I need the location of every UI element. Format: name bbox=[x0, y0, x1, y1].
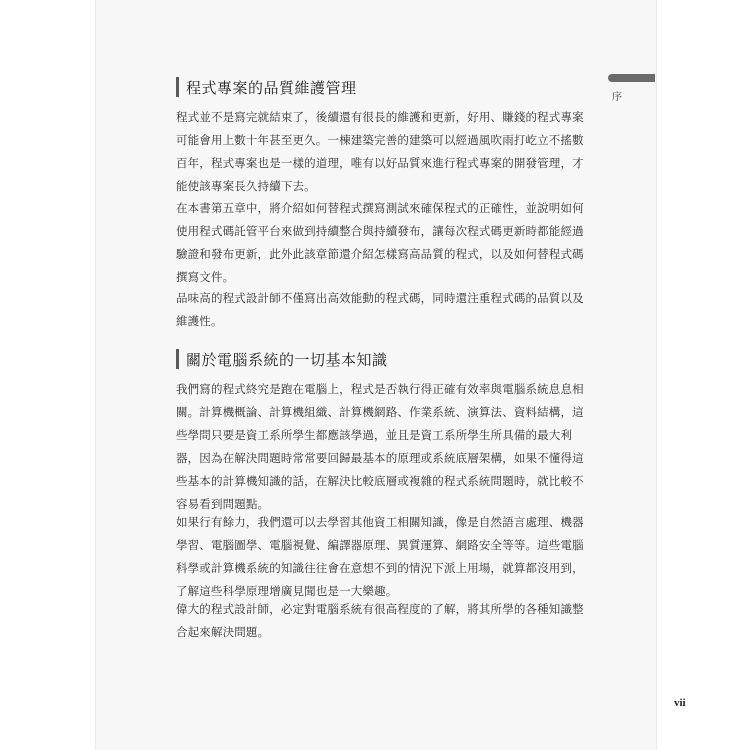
page-number: vii bbox=[674, 697, 686, 709]
paragraph bbox=[176, 378, 594, 516]
heading-bar bbox=[176, 77, 179, 97]
text-line: 了解這些科學原理增廣見聞也是一大樂趣。 bbox=[176, 584, 398, 598]
heading-bar bbox=[176, 349, 179, 369]
text-line: 程式並不是寫完就結束了，後續還有很長的維護和更新，好用、賺錢的程式專案 bbox=[176, 110, 584, 124]
text-line: 器，因為在解決問題時常常要回歸最基本的原理或系統底層架構，如果不懂得這 bbox=[176, 451, 584, 465]
text-line: 使用程式碼託管平台來做到持續整合與持續發布，讓每次程式碼更新時都能經過 bbox=[176, 224, 584, 238]
text-line: 容易看到問題點。 bbox=[176, 497, 270, 511]
text-line: 品味高的程式設計師不僅寫出高效能動的程式碼，同時還注重程式碼的品質以及 bbox=[176, 291, 584, 305]
section-heading-computer-systems bbox=[176, 348, 388, 370]
paragraph bbox=[176, 197, 594, 289]
chapter-tab-label: 序 bbox=[612, 92, 622, 103]
text-line: 如果行有餘力，我們還可以去學習其他資工相關知識，像是自然語言處理、機器 bbox=[176, 515, 584, 529]
text-line: 我們寫的程式終究是跑在電腦上，程式是否執行得正確有效率與電腦系統息息相 bbox=[176, 382, 584, 396]
section-title: 程式專案的品質維護管理 bbox=[186, 78, 357, 97]
paragraph bbox=[176, 598, 594, 644]
text-line: 些學問只要是資工系所學生都應該學過，並且是資工系所學生所具備的最大利 bbox=[176, 428, 573, 442]
text-line: 學習、電腦圖學、電腦視覺、編譯器原理、異質運算、網路安全等等。這些電腦 bbox=[176, 538, 584, 552]
text-line: 些基本的計算機知識的話，在解決比較底層或複雜的程式系統問題時，就比較不 bbox=[176, 474, 584, 488]
text-line: 百年，程式專案也是一樣的道理，唯有以好品質來進行程式專案的開發管理，才 bbox=[176, 156, 584, 170]
text-line: 驗證和發布更新，此外此該章節還介紹怎樣寫高品質的程式，以及如何替程式碼 bbox=[176, 247, 584, 261]
paragraph bbox=[176, 511, 594, 603]
chapter-tab-marker bbox=[608, 74, 655, 82]
text-line: 能使該專案長久持續下去。 bbox=[176, 179, 316, 193]
book-page bbox=[96, 0, 686, 750]
text-line: 偉大的程式設計師，必定對電腦系統有很高程度的了解，將其所學的各種知識整 bbox=[176, 602, 584, 616]
paragraph bbox=[176, 106, 594, 198]
text-line: 關。計算機概論、計算機組織、計算機網路、作業系統、演算法、資料結構，這 bbox=[176, 405, 584, 419]
section-heading-quality bbox=[176, 76, 357, 98]
text-line: 撰寫文件。 bbox=[176, 270, 235, 284]
text-line: 維護性。 bbox=[176, 314, 223, 328]
text-line: 在本書第五章中，將介紹如何替程式撰寫測試來確保程式的正確性，並說明如何 bbox=[176, 201, 584, 215]
text-line: 科學或計算機系統的知識往往會在意想不到的情況下派上用場，就算都沒用到， bbox=[176, 561, 584, 575]
text-line: 可能會用上數十年甚至更久。一棟建築完善的建築可以經過風吹雨打屹立不搖數 bbox=[176, 133, 584, 147]
paragraph bbox=[176, 287, 594, 333]
section-title: 關於電腦系統的一切基本知識 bbox=[186, 350, 388, 369]
text-line: 合起來解決問題。 bbox=[176, 625, 270, 639]
